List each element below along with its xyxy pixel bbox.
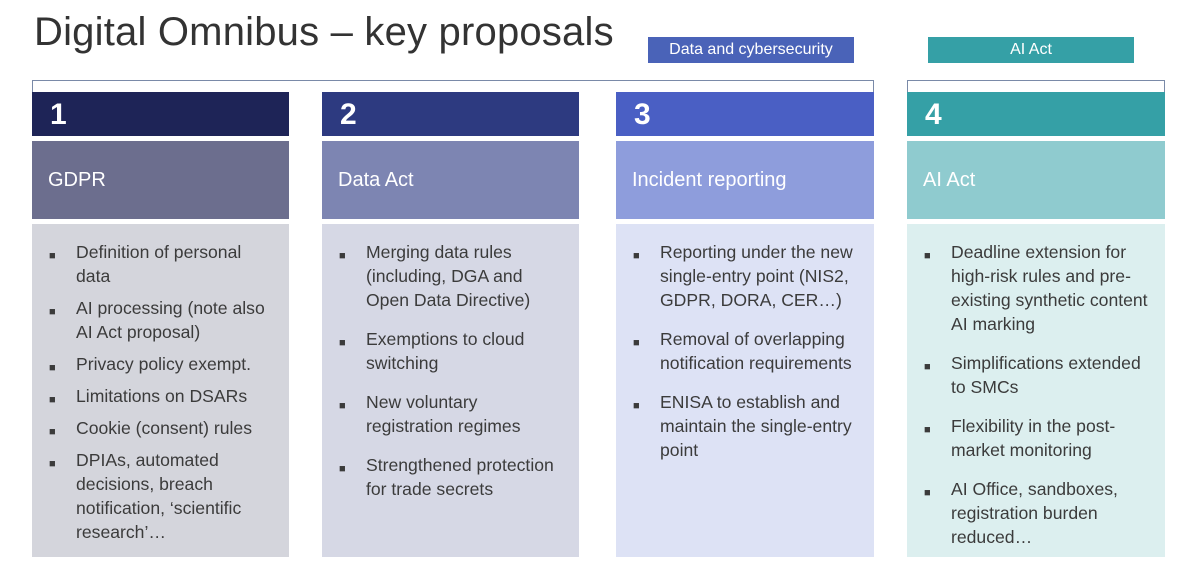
list-item bbox=[336, 390, 567, 438]
list-item-text: Strengthened protection for trade secrets bbox=[366, 455, 554, 499]
list-item bbox=[46, 416, 277, 440]
list-item bbox=[921, 414, 1153, 462]
list-item bbox=[46, 384, 277, 408]
list-item bbox=[46, 296, 277, 344]
column-data-act bbox=[322, 92, 579, 557]
list-item-text: Exemptions to cloud switching bbox=[366, 329, 525, 373]
list-item-text: Reporting under the new single-entry point (NIS2, GDPR, DORA, CER…) bbox=[660, 242, 853, 310]
list-item-text: Flexibility in the post-market monitoring bbox=[951, 416, 1116, 460]
column-heading: Data Act bbox=[322, 141, 579, 219]
list-item-text: Definition of personal data bbox=[76, 242, 242, 286]
column-number: 4 bbox=[907, 92, 1165, 136]
list-item bbox=[46, 352, 277, 376]
list-item bbox=[336, 240, 567, 312]
list-item-text: AI processing (note also AI Act proposal) bbox=[76, 298, 265, 342]
bullet-icon: ■ bbox=[49, 306, 56, 318]
group-bracket-ai-act bbox=[907, 80, 1165, 92]
bullet-icon: ■ bbox=[49, 426, 56, 438]
column-ai-act bbox=[907, 92, 1165, 557]
bullet-icon: ■ bbox=[633, 337, 640, 349]
bullet-icon: ■ bbox=[924, 361, 931, 373]
list-item-text: Removal of overlapping notification requirements bbox=[660, 329, 852, 373]
group-bracket-data-cybersecurity bbox=[32, 80, 874, 92]
bullet-list bbox=[921, 240, 1153, 549]
list-item bbox=[46, 240, 277, 288]
list-item bbox=[921, 477, 1153, 549]
column-body bbox=[907, 224, 1165, 557]
bullet-icon: ■ bbox=[633, 400, 640, 412]
bullet-icon: ■ bbox=[924, 487, 931, 499]
column-heading: GDPR bbox=[32, 141, 289, 219]
bullet-list bbox=[46, 240, 277, 544]
bullet-icon: ■ bbox=[49, 394, 56, 406]
column-heading: Incident reporting bbox=[616, 141, 874, 219]
column-gdpr bbox=[32, 92, 289, 557]
list-item-text: Limitations on DSARs bbox=[76, 386, 248, 406]
bullet-icon: ■ bbox=[633, 250, 640, 262]
list-item-text: Merging data rules (including, DGA and Open Data Directive) bbox=[366, 242, 531, 310]
column-body bbox=[322, 224, 579, 557]
list-item-text: Deadline extension for high-risk rules and pre-existing synthetic content AI marking bbox=[951, 242, 1148, 334]
list-item-text: ENISA to establish and maintain the single-entry point bbox=[660, 392, 852, 460]
group-label-data-cybersecurity: Data and cybersecurity bbox=[648, 37, 854, 63]
column-heading: AI Act bbox=[907, 141, 1165, 219]
bullet-icon: ■ bbox=[924, 250, 931, 262]
bullet-icon: ■ bbox=[339, 250, 346, 262]
list-item bbox=[630, 327, 862, 375]
list-item bbox=[630, 240, 862, 312]
list-item-text: Privacy policy exempt. bbox=[76, 354, 252, 374]
column-body bbox=[616, 224, 874, 557]
list-item-text: New voluntary registration regimes bbox=[366, 392, 521, 436]
list-item bbox=[336, 453, 567, 501]
list-item-text: AI Office, sandboxes, registration burden reduced… bbox=[951, 479, 1118, 547]
bullet-icon: ■ bbox=[339, 400, 346, 412]
column-number: 2 bbox=[322, 92, 579, 136]
bullet-list bbox=[630, 240, 862, 462]
list-item-text: Cookie (consent) rules bbox=[76, 418, 253, 438]
list-item bbox=[46, 448, 277, 544]
column-incident-reporting bbox=[616, 92, 874, 557]
bullet-icon: ■ bbox=[339, 463, 346, 475]
bullet-icon: ■ bbox=[339, 337, 346, 349]
list-item bbox=[336, 327, 567, 375]
column-body bbox=[32, 224, 289, 557]
bullet-icon: ■ bbox=[49, 250, 56, 262]
column-number: 3 bbox=[616, 92, 874, 136]
list-item-text: Simplifications extended to SMCs bbox=[951, 353, 1141, 397]
group-label-ai-act: AI Act bbox=[928, 37, 1134, 63]
list-item bbox=[921, 240, 1153, 336]
list-item-text: DPIAs, automated decisions, breach notification, ‘scientific research’… bbox=[76, 450, 242, 542]
bullet-icon: ■ bbox=[49, 362, 56, 374]
bullet-list bbox=[336, 240, 567, 501]
list-item bbox=[921, 351, 1153, 399]
column-number: 1 bbox=[32, 92, 289, 136]
page-title: Digital Omnibus – key proposals bbox=[34, 10, 614, 54]
bullet-icon: ■ bbox=[49, 458, 56, 470]
list-item bbox=[630, 390, 862, 462]
bullet-icon: ■ bbox=[924, 424, 931, 436]
